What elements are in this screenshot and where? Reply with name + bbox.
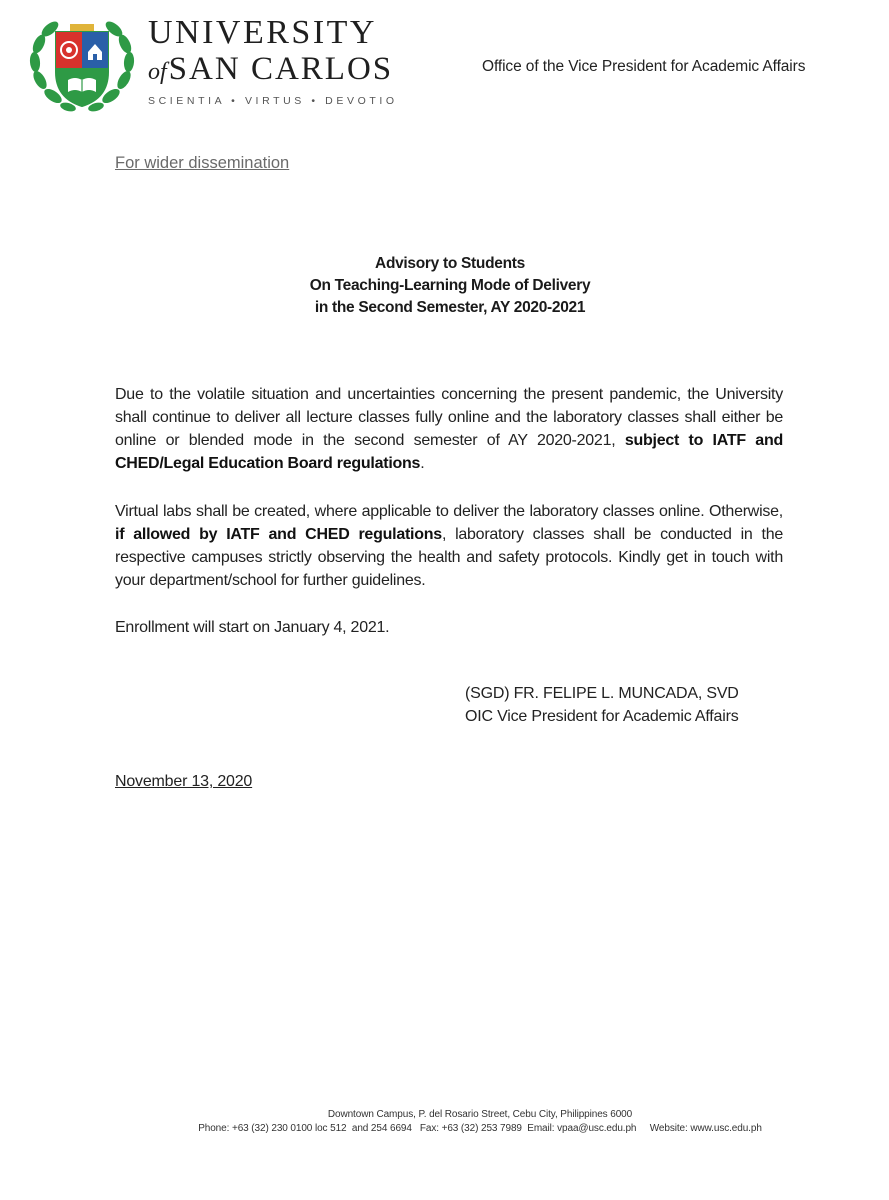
paragraph-1: [115, 383, 783, 475]
advisory-title: [200, 253, 700, 319]
paragraph-1-end: .: [420, 455, 425, 472]
paragraph-2-bold: if allowed by IATF and CHED regulations: [115, 526, 442, 543]
signatory-name: (SGD) FR. FELIPE L. MUNCADA, SVD: [465, 685, 739, 702]
paragraph-1-bold: subject to IATF and CHED/Legal Education Board regulations: [115, 432, 783, 472]
university-seal-icon: [26, 10, 138, 118]
office-name: Office of the Vice President for Academic Affairs: [482, 58, 806, 75]
university-motto: SCIENTIA • VIRTUS • DEVOTIO: [148, 95, 398, 107]
university-name-line1: UNIVERSITY: [148, 14, 377, 51]
paragraph-1-text: Due to the volatile situation and uncertainties concerning the present pandemic, the University shall continue to deliver all lecture classes fully online and the laboratory classes shall either be online or blended mode in the second semester of AY 2020-2021,: [115, 386, 783, 449]
paragraph-3: Enrollment will start on January 4, 2021.: [115, 619, 390, 636]
signatory-block: [465, 682, 739, 728]
university-name-of: of: [148, 59, 167, 85]
university-name-san-carlos: SAN CARLOS: [168, 51, 394, 87]
paragraph-2: [115, 500, 783, 592]
dissemination-note: For wider dissemination: [115, 154, 290, 172]
title-line-2: On Teaching-Learning Mode of Delivery: [309, 277, 591, 294]
signatory-position: OIC Vice President for Academic Affairs: [465, 708, 739, 725]
paragraph-2-text-2: , laboratory classes shall be conducted in the respective campuses strictly observing the health and safety protocols. Kindly get in touch with your department/school for further guidelines.: [115, 526, 784, 589]
title-line-1: Advisory to Students: [375, 255, 525, 272]
footer: [120, 1108, 840, 1136]
footer-address: Downtown Campus, P. del Rosario Street, Cebu City, Philippines 6000: [327, 1109, 633, 1120]
paragraph-2-text-1: Virtual labs shall be created, where applicable to deliver the laboratory classes online. Otherwise,: [115, 503, 783, 520]
title-line-3: in the Second Semester, AY 2020-2021: [314, 299, 586, 316]
university-name-line2: [148, 52, 418, 89]
university-wordmark: [148, 16, 418, 107]
footer-contact: Phone: +63 (32) 230 0100 loc 512 and 254 6694 Fax: +63 (32) 253 7989 Email: vpaa@usc.edu.ph Website: www.usc.edu.ph: [198, 1123, 762, 1134]
document-date: November 13, 2020: [115, 773, 253, 790]
